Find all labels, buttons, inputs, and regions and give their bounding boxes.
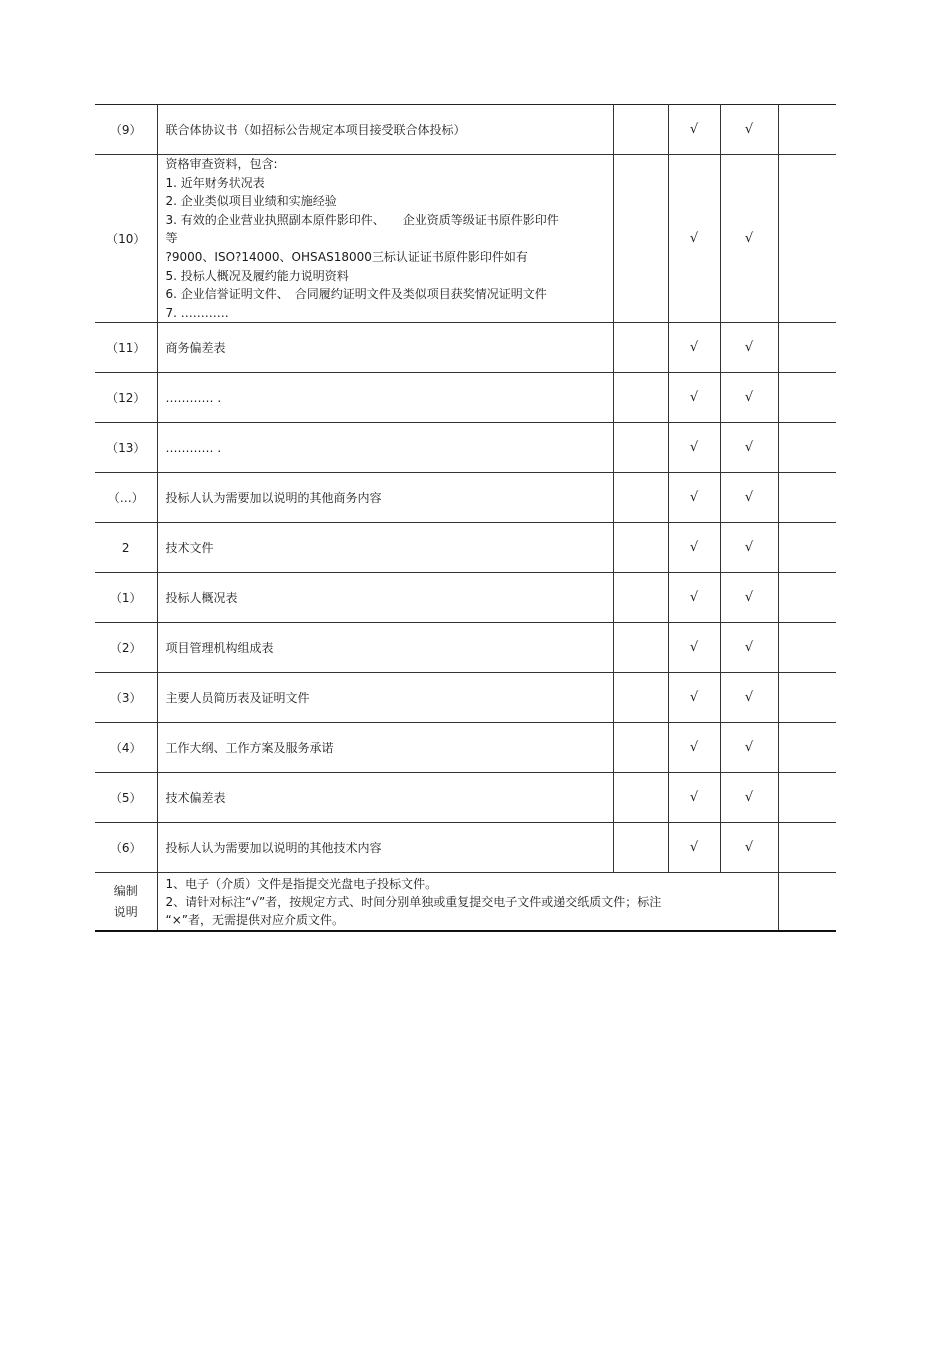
row-description: 联合体协议书（如招标公告规定本项目接受联合体投标） — [157, 105, 613, 155]
check-mark-paper: √ — [720, 473, 778, 523]
row-description: 投标人概况表 — [157, 573, 613, 623]
notes-line: “×”者，无需提供对应介质文件。 — [165, 913, 344, 928]
check-mark-electronic: √ — [668, 373, 720, 423]
section-number: 2 — [95, 523, 157, 573]
section-row — [95, 523, 836, 573]
notes-label-line: 说明 — [113, 904, 138, 919]
check-mark-electronic: √ — [668, 473, 720, 523]
empty-cell — [613, 323, 668, 373]
check-mark-electronic: √ — [668, 823, 720, 873]
empty-cell — [613, 473, 668, 523]
description-line: 7. ………… — [165, 305, 229, 320]
row-description — [157, 155, 613, 323]
check-mark-electronic: √ — [668, 155, 720, 323]
row-description: 商务偏差表 — [157, 323, 613, 373]
check-mark-paper: √ — [720, 155, 778, 323]
empty-cell — [613, 423, 668, 473]
notes-label — [95, 873, 157, 932]
check-mark-paper: √ — [720, 523, 778, 573]
check-mark-electronic: √ — [668, 573, 720, 623]
row-description: 技术偏差表 — [157, 773, 613, 823]
empty-cell — [778, 373, 836, 423]
row-description: ………… . — [157, 373, 613, 423]
document-table — [95, 104, 836, 932]
check-mark-paper: √ — [720, 773, 778, 823]
notes-row — [95, 873, 836, 932]
description-line: 等 — [165, 231, 178, 246]
check-mark-electronic: √ — [668, 723, 720, 773]
row-number: （9） — [95, 105, 157, 155]
empty-cell — [778, 723, 836, 773]
empty-cell — [778, 423, 836, 473]
table-row — [95, 723, 836, 773]
description-line: 1. 近年财务状况表 — [165, 175, 265, 190]
row-number: （5） — [95, 773, 157, 823]
empty-cell — [778, 823, 836, 873]
table-row — [95, 573, 836, 623]
check-mark-paper: √ — [720, 423, 778, 473]
empty-cell — [778, 573, 836, 623]
check-mark-paper: √ — [720, 573, 778, 623]
empty-cell — [613, 523, 668, 573]
check-mark-electronic: √ — [668, 673, 720, 723]
table-row — [95, 105, 836, 155]
section-title: 技术文件 — [157, 523, 613, 573]
row-number: （1） — [95, 573, 157, 623]
check-mark-electronic: √ — [668, 423, 720, 473]
row-description: 投标人认为需要加以说明的其他技术内容 — [157, 823, 613, 873]
check-mark-electronic: √ — [668, 523, 720, 573]
notes-label-line: 编制 — [113, 883, 138, 898]
check-mark-paper: √ — [720, 823, 778, 873]
row-number: （13） — [95, 423, 157, 473]
table-row — [95, 423, 836, 473]
table-row — [95, 823, 836, 873]
row-number: （12） — [95, 373, 157, 423]
empty-cell — [613, 673, 668, 723]
table-row — [95, 473, 836, 523]
empty-cell — [778, 105, 836, 155]
row-number: （3） — [95, 673, 157, 723]
description-line: 资格审查资料，包含: — [165, 157, 278, 171]
notes-line: 1、电子（介质）文件是指提交光盘电子投标文件。 — [165, 877, 438, 892]
row-number: （…） — [95, 473, 157, 523]
check-mark-electronic: √ — [668, 773, 720, 823]
check-mark-electronic: √ — [668, 323, 720, 373]
empty-cell — [778, 155, 836, 323]
row-number: （6） — [95, 823, 157, 873]
empty-cell — [778, 473, 836, 523]
empty-cell — [613, 105, 668, 155]
table-row — [95, 373, 836, 423]
notes-line: 2、请针对标注“√”者，按规定方式、时间分别单独或重复提交电子文件或递交纸质文件；标注 — [165, 895, 662, 910]
description-line: 3. 有效的企业营业执照副本原件影印件、 企业资质等级证书原件影印件 — [165, 212, 559, 227]
check-mark-paper: √ — [720, 623, 778, 673]
table-row — [95, 155, 836, 323]
empty-cell — [778, 873, 836, 932]
row-description: ………… . — [157, 423, 613, 473]
row-number: （2） — [95, 623, 157, 673]
description-line: 2. 企业类似项目业绩和实施经验 — [165, 194, 337, 209]
table-row — [95, 323, 836, 373]
empty-cell — [613, 373, 668, 423]
empty-cell — [778, 623, 836, 673]
empty-cell — [778, 323, 836, 373]
table-row — [95, 673, 836, 723]
empty-cell — [613, 823, 668, 873]
description-line: 5. 投标人概况及履约能力说明资料 — [165, 268, 349, 283]
row-number: （11） — [95, 323, 157, 373]
check-mark-electronic: √ — [668, 623, 720, 673]
row-description: 主要人员简历表及证明文件 — [157, 673, 613, 723]
empty-cell — [778, 673, 836, 723]
row-number: （10） — [95, 155, 157, 323]
notes-text — [157, 873, 778, 932]
description-line: 6. 企业信誉证明文件、 合同履约证明文件及类似项目获奖情况证明文件 — [165, 287, 547, 302]
check-mark-paper: √ — [720, 105, 778, 155]
description-line: ?9000、ISO?14000、OHSAS18000三标认证证书原件影印件如有 — [165, 249, 528, 264]
empty-cell — [778, 773, 836, 823]
row-description: 工作大纲、工作方案及服务承诺 — [157, 723, 613, 773]
empty-cell — [613, 623, 668, 673]
empty-cell — [613, 773, 668, 823]
check-mark-electronic: √ — [668, 105, 720, 155]
empty-cell — [778, 523, 836, 573]
empty-cell — [613, 155, 668, 323]
check-mark-paper: √ — [720, 323, 778, 373]
row-description: 项目管理机构组成表 — [157, 623, 613, 673]
empty-cell — [613, 573, 668, 623]
check-mark-paper: √ — [720, 673, 778, 723]
table-row — [95, 773, 836, 823]
table-row — [95, 623, 836, 673]
empty-cell — [613, 723, 668, 773]
check-mark-paper: √ — [720, 373, 778, 423]
row-description: 投标人认为需要加以说明的其他商务内容 — [157, 473, 613, 523]
check-mark-paper: √ — [720, 723, 778, 773]
row-number: （4） — [95, 723, 157, 773]
